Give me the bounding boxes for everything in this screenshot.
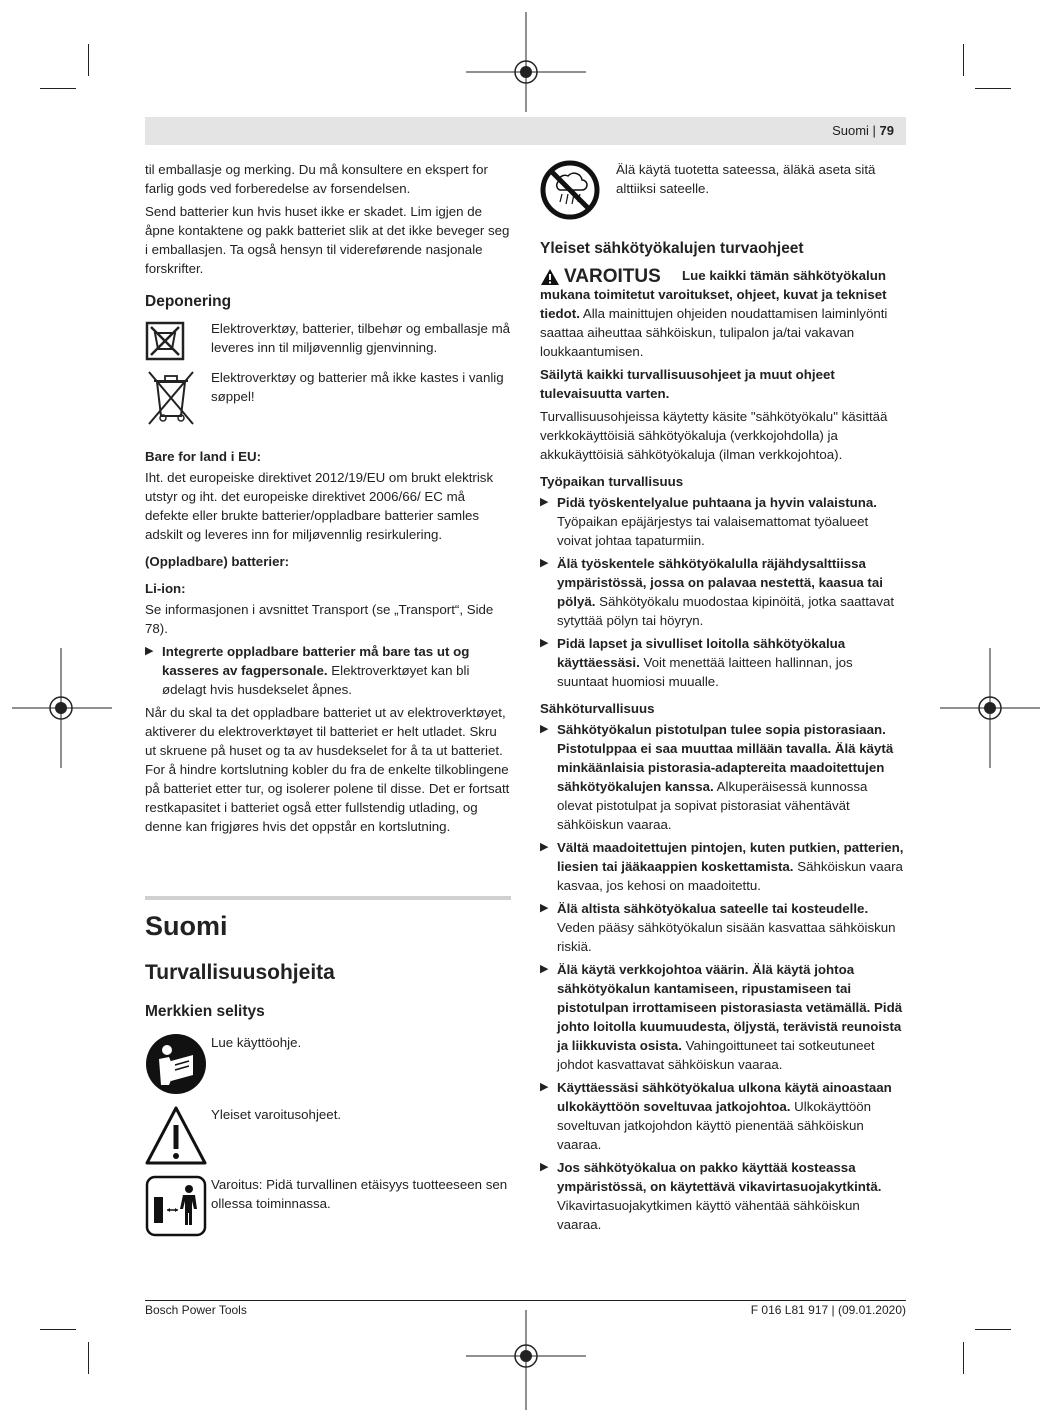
- bullet-bold: Jos sähkötyökalua on pakko käyttää kosteassa ympäristössä, on käytettävä vikavirtasuojakytkintä.: [557, 1160, 882, 1194]
- crossed-bin-icon: [145, 368, 197, 426]
- warning-bold: Lue kaikki tämän sähkötyökalun mukana toimitetut varoitukset, ohjeet, kuvat ja tekniset tiedot.: [540, 268, 887, 321]
- bullet-item: [540, 634, 906, 691]
- crop-mark: [963, 1342, 964, 1374]
- footer-divider: [145, 1300, 906, 1301]
- paragraph: Se informasjonen i avsnittet Transport (se „Transport“, Side 78).: [145, 602, 494, 636]
- bullet-text: Sähköiskun vaara kasvaa, jos kehosi on maadoitettu.: [557, 859, 903, 893]
- registration-mark-right: [940, 648, 1040, 768]
- section-heading: Merkkien selitys: [145, 1003, 265, 1020]
- section-heading: Yleiset sähkötyökalujen turvaohjeet: [540, 240, 804, 257]
- bullet-bold: Älä työskentele sähkötyökalulla räjähdysalttiissa ympäristössä, jossa on palavaa nestettä, kaasua tai pölyä.: [557, 556, 883, 609]
- bullet-item: [540, 720, 906, 834]
- subheading: Bare for land i EU:: [145, 449, 261, 464]
- symbol-text: Varoitus: Pidä turvallinen etäisyys tuotteeseen sen ollessa toiminnassa.: [211, 1177, 508, 1211]
- section-heading: Deponering: [145, 293, 232, 310]
- crop-mark: [975, 1329, 1011, 1330]
- bullet-bold: Pidä lapset ja sivulliset loitolla sähkötyökalua käyttäessäsi.: [557, 636, 846, 670]
- header-section: Suomi: [832, 123, 869, 138]
- symbol-row: [145, 1033, 511, 1103]
- bullet-text: Veden pääsy sähkötyökalun sisään kasvattaa sähköiskun riskiä.: [557, 920, 896, 954]
- symbol-row: [540, 160, 906, 225]
- header-text: Suomi | 79: [832, 123, 894, 138]
- symbol-row: [145, 368, 511, 431]
- arrow-bullet-icon: ▶: [540, 637, 549, 649]
- symbol-row: [145, 319, 511, 366]
- bullet-item: [540, 493, 906, 550]
- bullet-text: Työpaikan epäjärjestys tai valaisemattomat työalueet voivat johtaa tapaturmiin.: [557, 514, 869, 548]
- crop-mark: [40, 1329, 76, 1330]
- bullet-bold: Pidä työskentelyalue puhtaana ja hyvin valaistuna.: [557, 495, 877, 510]
- bullet-item: [540, 960, 906, 1074]
- symbol-row: [145, 1175, 511, 1242]
- read-manual-icon: [145, 1033, 207, 1095]
- symbol-text: Yleiset varoitusohjeet.: [211, 1107, 342, 1122]
- language-title: Suomi: [145, 911, 228, 941]
- bullet-item: [145, 642, 511, 699]
- subheading: (Oppladbare) batterier:: [145, 554, 290, 569]
- warning-rest: Alla mainittujen ohjeiden noudattamisen laiminlyönti saattaa aiheuttaa sähköiskun, tulipalon ja/tai vakavan loukkaantumisen.: [540, 306, 888, 359]
- bullet-item: [540, 1158, 906, 1234]
- symbol-text: Elektroverktøy og batterier må ikke kastes i vanlig søppel!: [211, 370, 504, 404]
- paragraph: Når du skal ta det oppladbare batteriet ut av elektroverktøyet, aktiverer du elektroverktøyet til batteriet er helt utladet. Skru ut skruene på huset og ta av husdekselet for å ta ut batteriet. For å hindre kortslutning kobler du fra de enkelte tilkoblingene på batteriet etter tur, og isolerer polene til disse. Det er fortsatt restkapasitet i batteriet også etter fullstendig utlading, og denne kan frigjøres hvis det oppstår en kortslutning.: [145, 705, 510, 834]
- crop-mark: [88, 1342, 89, 1374]
- section-divider: [145, 896, 511, 900]
- right-column: [540, 160, 906, 1238]
- bullet-bold: Älä käytä verkkojohtoa väärin. Älä käytä johtoa sähkötyökalun kantamiseen, ripustamiseen tai pistotulpan irrottamiseen pistorasiasta vetämällä. Pidä johto loitolla kuumuudesta, öljystä, terävistä reunoista ja liikkuvista osista.: [557, 962, 903, 1053]
- bullet-bold: Älä altista sähkötyökalua sateelle tai kosteudelle.: [557, 901, 869, 916]
- bullet-text: Voit menettää laitteen hallinnan, jos suuntaat huomiosi muualle.: [557, 655, 853, 689]
- page-number: 79: [879, 123, 894, 138]
- safe-distance-icon: [145, 1175, 207, 1237]
- arrow-bullet-icon: ▶: [540, 557, 549, 569]
- paragraph-bold: Säilytä kaikki turvallisuusohjeet ja muut ohjeet tulevaisuutta varten.: [540, 367, 835, 401]
- left-column: [145, 160, 511, 1244]
- page-header: [145, 117, 906, 145]
- crop-mark: [963, 44, 964, 76]
- subheading: Työpaikan turvallisuus: [540, 474, 684, 489]
- bullet-item: [540, 899, 906, 956]
- arrow-bullet-icon: ▶: [145, 645, 154, 657]
- arrow-bullet-icon: ▶: [540, 902, 549, 914]
- bullet-text: Ulkokäyttöön soveltuvan jatkojohdon käyttö pienentää sähköiskun vaaraa.: [557, 1099, 872, 1152]
- bullet-item: [540, 838, 906, 895]
- paragraph: Turvallisuusohjeissa käytetty käsite "sähkötyökalu" käsittää verkkokäyttöisiä sähkötyökaluja (verkkojohdolla) ja akkukäyttöisiä sähkötyökaluja (ilman verkkojohtoa).: [540, 409, 888, 462]
- no-rain-icon: [540, 160, 600, 220]
- crop-mark: [40, 88, 76, 89]
- bullet-text: Vahingoittuneet tai sotkeutuneet johdot kasvattavat sähköiskun vaaraa.: [557, 1038, 875, 1072]
- recycle-no-trash-icon: [145, 321, 185, 361]
- symbol-row: [145, 1105, 511, 1173]
- paragraph: Send batterier kun hvis huset ikke er skadet. Lim igjen de åpne kontaktene og pakk batteriet slik at det ikke beveger seg i emballasjen. Ta også hensyn til videreførende nasjonale forskrifter.: [145, 204, 510, 276]
- warning-triangle-icon: [145, 1105, 207, 1167]
- symbol-text: Lue käyttöohje.: [211, 1035, 302, 1050]
- bullet-item: [540, 1078, 906, 1154]
- bullet-bold: Integrerte oppladbare batterier må bare tas ut og kasseres av fagpersonale.: [162, 644, 470, 678]
- paragraph: Iht. det europeiske direktivet 2012/19/EU om brukt elektrisk utstyr og iht. det europeiske direktivet 2006/66/ EC må defekte eller brukte batterier/oppladbare batterier samles adskilt og leveres inn for miljøvennlig resirkulering.: [145, 470, 494, 542]
- bullet-text: Sähkötyökalu muodostaa kipinöitä, jotka saattavat sytyttää pölyn tai höyryn.: [557, 594, 895, 628]
- chapter-title: Turvallisuusohjeita: [145, 961, 335, 984]
- subheading: Li-ion:: [145, 581, 186, 596]
- arrow-bullet-icon: ▶: [540, 1161, 549, 1173]
- warning-triangle-icon: [540, 268, 560, 286]
- arrow-bullet-icon: ▶: [540, 841, 549, 853]
- registration-mark-left: [12, 648, 112, 768]
- crop-mark: [88, 44, 89, 76]
- arrow-bullet-icon: ▶: [540, 963, 549, 975]
- symbol-text: Älä käytä tuotetta sateessa, äläkä aseta sitä alttiiksi sateelle.: [616, 162, 876, 196]
- bullet-bold: Käyttäessäsi sähkötyökalua ulkona käytä ainoastaan ulkokäyttöön soveltuvaa jatkojohtoa.: [557, 1080, 892, 1114]
- bullet-bold: Vältä maadoitettujen pintojen, kuten putkien, patterien, liesien tai jääkaappien koskettamista.: [557, 840, 904, 874]
- paragraph: til emballasje og merking. Du må konsultere en ekspert for farlig gods ved forberedelse av forsendelsen.: [145, 162, 488, 196]
- registration-mark-bottom: [466, 1310, 586, 1410]
- crop-mark: [975, 88, 1011, 89]
- bullet-item: [540, 554, 906, 630]
- bullet-bold: Sähkötyökalun pistotulpan tulee sopia pistorasiaan. Pistotulppaa ei saa muuttaa millään tavalla. Älä käytä minkäänlaisia pistorasia-adaptereita maadoitettujen sähkötyökalujen kanssa.: [557, 722, 894, 794]
- arrow-bullet-icon: ▶: [540, 723, 549, 735]
- warning-word: VAROITUS: [564, 266, 661, 287]
- bullet-text: Vikavirtasuojakytkimen käyttö vähentää sähköiskun vaaraa.: [557, 1198, 860, 1232]
- registration-mark-top: [466, 12, 586, 112]
- arrow-bullet-icon: ▶: [540, 1081, 549, 1093]
- subheading: Sähköturvallisuus: [540, 701, 655, 716]
- bullet-text: Elektroverktøyet kan bli ødelagt hvis husdekselet åpnes.: [162, 663, 470, 697]
- bullet-text: Alkuperäisessä kunnossa olevat pistotulpat ja sopivat pistorasiat vähentävät sähköiskun vaaraa.: [557, 779, 868, 832]
- footer-doc-id: F 016 L81 917 | (09.01.2020): [750, 1303, 906, 1317]
- footer-brand: Bosch Power Tools: [145, 1303, 247, 1317]
- symbol-text: Elektroverktøy, batterier, tilbehør og emballasje må leveres inn til miljøvennlig gjenvinning.: [211, 321, 511, 355]
- arrow-bullet-icon: ▶: [540, 496, 549, 508]
